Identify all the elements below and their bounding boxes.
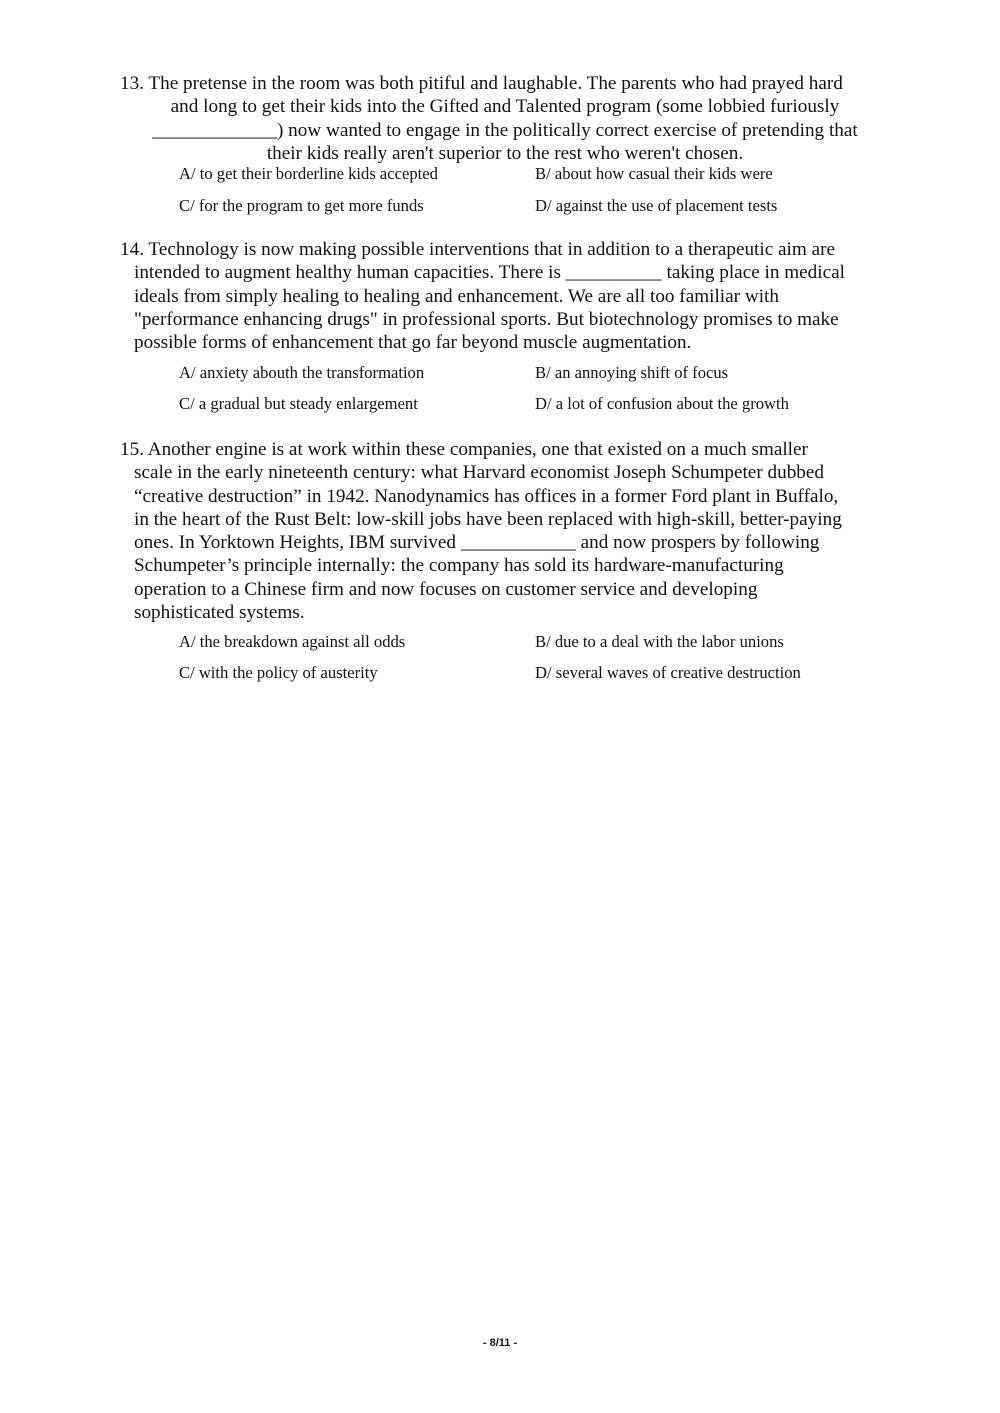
answer-options <box>120 624 890 696</box>
page-number: - 8/11 - <box>482 1337 518 1349</box>
question-text-line: ideals from simply healing to healing and enhancement. We are all too familiar with <box>134 285 779 307</box>
question-text-line: possible forms of enhancement that go far beyond muscle augmentation. <box>134 332 692 354</box>
question-text-line: intended to augment healthy human capacities. There is __________ taking place in medical <box>134 262 845 284</box>
question-text-line: Schumpeter’s principle internally: the company has sold its hardware-manufacturing <box>134 555 784 577</box>
option-b[interactable]: B/ an annoying shift of focus <box>535 363 729 383</box>
answer-options <box>120 165 890 233</box>
question-text-line: in the heart of the Rust Belt: low-skill jobs have been replaced with high-skill, better-paying <box>134 508 842 530</box>
question-text-line: scale in the early nineteenth century: what Harvard economist Joseph Schumpeter dubbed <box>134 462 824 484</box>
answer-options <box>120 354 890 426</box>
question-text-line: their kids really aren't superior to the rest who weren't chosen. <box>266 142 744 164</box>
question-text-line: 15. Another engine is at work within these companies, one that existed on a much smaller <box>120 439 808 460</box>
question-text-line: and long to get their kids into the Gifted and Talented program (some lobbied furiously <box>170 96 840 118</box>
option-c[interactable]: C/ with the policy of austerity <box>179 663 378 683</box>
option-a[interactable]: A/ to get their borderline kids accepted <box>179 164 438 184</box>
question-text-line: 14. Technology is now making possible interventions that in addition to a therapeutic aim are <box>120 239 836 260</box>
option-c[interactable]: C/ for the program to get more funds <box>179 196 424 216</box>
question-text-line: ones. In Yorktown Heights, IBM survived ____________ and now prospers by following <box>134 532 820 554</box>
option-c[interactable]: C/ a gradual but steady enlargement <box>179 394 418 414</box>
question-15 <box>120 438 890 696</box>
question-text-line: “creative destruction” in 1942. Nanodynamics has offices in a former Ford plant in Buffalo, <box>134 485 839 507</box>
option-d[interactable]: D/ several waves of creative destruction <box>535 663 801 683</box>
question-text-line: "performance enhancing drugs" in professional sports. But biotechnology promises to make <box>134 308 839 330</box>
option-b[interactable]: B/ about how casual their kids were <box>535 164 773 184</box>
option-a[interactable]: A/ the breakdown against all odds <box>179 632 406 652</box>
option-a[interactable]: A/ anxiety abouth the transformation <box>179 363 425 383</box>
question-text-line: sophisticated systems. <box>134 602 305 624</box>
option-d[interactable]: D/ against the use of placement tests <box>535 196 778 216</box>
question-13 <box>120 72 890 233</box>
option-d[interactable]: D/ a lot of confusion about the growth <box>535 394 789 414</box>
option-b[interactable]: B/ due to a deal with the labor unions <box>535 632 784 652</box>
question-text-line: 13. The pretense in the room was both pitiful and laughable. The parents who had prayed hard <box>120 73 843 94</box>
question-text-line: operation to a Chinese firm and now focuses on customer service and developing <box>134 578 758 600</box>
question-14 <box>120 238 890 426</box>
question-text-line: _____________) now wanted to engage in the politically correct exercise of pretending that <box>152 119 858 141</box>
